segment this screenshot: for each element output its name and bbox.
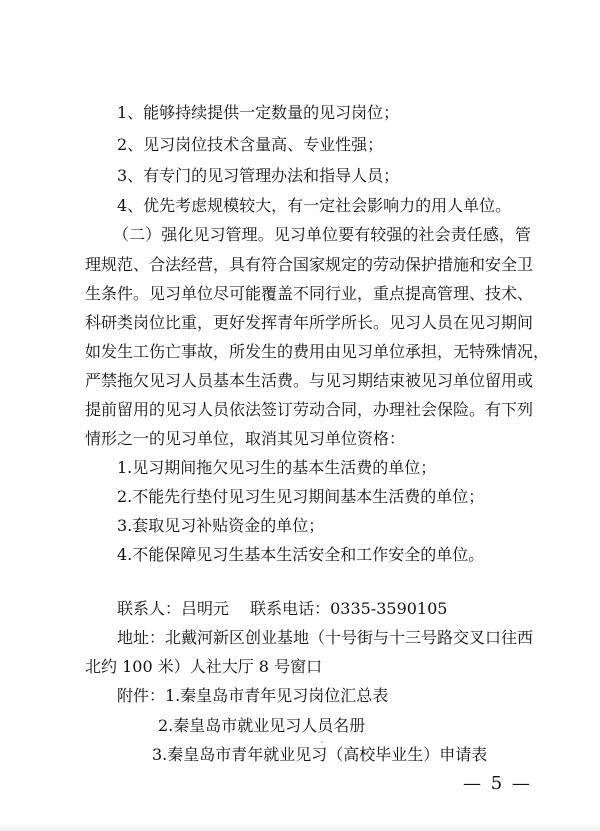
condition-item-1: 1、能够持续提供一定数量的见习岗位； <box>117 103 400 122</box>
disqualify-item-2: 2.不能先行垫付见习生见习期间基本生活费的单位； <box>117 487 485 506</box>
scan-edge-shadow <box>0 823 600 831</box>
disqualify-item-1: 1.见习期间拖欠见习生的基本生活费的单位； <box>117 458 437 477</box>
section-2-line-7: 提前留用的见习人员依法签订劳动合同，办理社会保险。有下列 <box>85 400 534 419</box>
condition-item-4: 4、优先考虑规模较大，有一定社会影响力的用人单位。 <box>117 196 512 215</box>
section-2-line-3: 生条件。见习单位尽可能覆盖不同行业，重点提高管理、技术、 <box>85 284 534 303</box>
scan-speck <box>321 741 323 743</box>
section-2-line-4: 科研类岗位比重，更好发挥青年所学所长。见习人员在见习期间 <box>85 313 534 332</box>
address-line-1: 地址：北戴河新区创业基地（十号街与十三号路交叉口往西 <box>117 628 534 647</box>
contact-line: 联系人：吕明元 联系电话：0335-3590105 <box>117 599 448 618</box>
condition-item-3: 3、有专门的见习管理办法和指导人员； <box>117 166 400 185</box>
page-number: — 5 — <box>463 773 532 794</box>
condition-item-2: 2、见习岗位技术含量高、专业性强； <box>117 135 384 154</box>
section-2-line-8: 情形之一的见习单位，取消其见习单位资格： <box>85 429 406 448</box>
attachment-2: 2.秦皇岛市就业见习人员名册 <box>158 716 366 735</box>
section-2-line-5: 如发生工伤亡事故，所发生的费用由见习单位承担，无特殊情况， <box>85 342 550 361</box>
attachment-header: 附件：1.秦皇岛市青年见习岗位汇总表 <box>117 686 389 705</box>
section-2-line-6: 严禁拖欠见习人员基本生活费。与见习期结束被见习单位留用或 <box>85 371 534 390</box>
attachment-3: 3.秦皇岛市青年就业见习（高校毕业生）申请表 <box>152 745 488 764</box>
section-2-line-1: （二）强化见习管理。见习单位要有较强的社会责任感，管 <box>113 225 531 244</box>
section-2-line-2: 理规范、合法经营，具有符合国家规定的劳动保护措施和安全卫 <box>85 255 534 274</box>
disqualify-item-3: 3.套取见习补贴资金的单位； <box>117 516 325 535</box>
disqualify-item-4: 4.不能保障见习生基本生活安全和工作安全的单位。 <box>117 545 485 564</box>
address-line-2: 北约 100 米）人社大厅 8 号窗口 <box>85 657 323 676</box>
